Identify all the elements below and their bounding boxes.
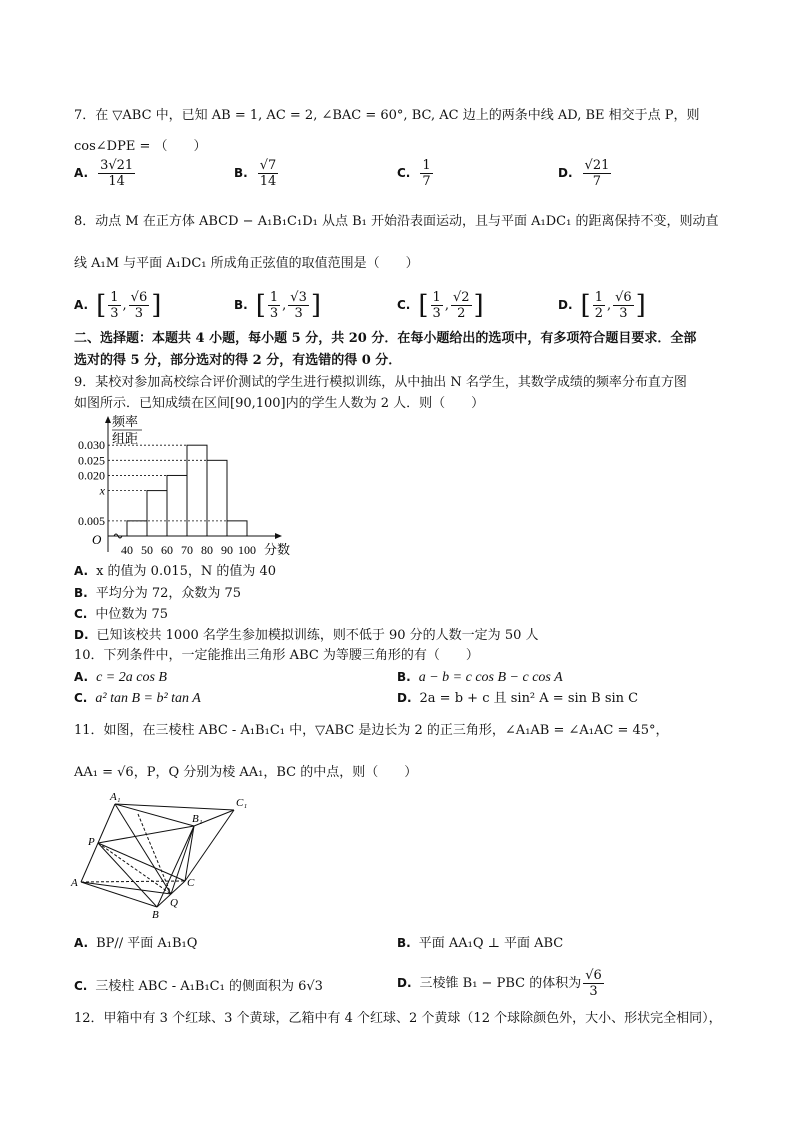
q7-option-b	[234, 158, 280, 189]
numerator: √6	[615, 290, 632, 305]
option-label: C.	[74, 979, 88, 993]
option-text: a² tan B = b² tan A	[95, 691, 201, 706]
q8-option-a: A. [ $\frac{1}{3}$ , $\frac{√6}{3}$ ]	[74, 290, 162, 321]
q9-stem-line2: 如图所示．已知成绩在区间[90,100]内的学生人数为 2 人．则（ ）	[74, 396, 485, 411]
option-label: C.	[74, 607, 88, 621]
denominator: 3	[589, 984, 598, 999]
option-label: B.	[397, 670, 411, 684]
denominator: 3	[269, 306, 279, 321]
right-bracket: ]	[635, 290, 646, 321]
histogram-bar	[127, 521, 147, 536]
denominator: 7	[592, 174, 602, 189]
option-label: C.	[397, 298, 411, 312]
right-bracket: ]	[151, 290, 162, 321]
histogram-bar	[187, 445, 207, 536]
q10-stem: 10．下列条件中，一定能推出三角形 ABC 为等腰三角形的有（ ）	[74, 648, 479, 663]
fraction	[98, 158, 135, 189]
x-tick-label: 70	[181, 543, 193, 557]
q8-stem-line1: 8．动点 M 在正方体 ABCD − A₁B₁C₁D₁ 从点 B₁ 开始沿表面运动，且与平面 A₁DC₁ 的距离保持不变，则动直	[74, 214, 719, 229]
q10-option-a	[74, 668, 167, 687]
fraction	[258, 158, 279, 189]
x-tick-label: 100	[238, 543, 256, 557]
prism-figure	[68, 790, 258, 920]
option-label: B.	[234, 166, 248, 180]
fraction	[583, 158, 612, 189]
q8-option-b: B. [ $\frac{1}{3}$ , $\frac{√3}{3}$ ]	[234, 290, 322, 321]
denominator: 7	[422, 174, 431, 189]
numerator: 1	[432, 290, 441, 305]
label-q: Q	[170, 897, 178, 909]
option-text: a − b = c cos B − c cos A	[418, 670, 563, 685]
fraction	[268, 290, 280, 321]
fraction	[108, 290, 120, 321]
option-text: 三棱柱 ABC - A₁B₁C₁ 的侧面积为 6√3	[95, 979, 323, 994]
x-tick-label: 90	[221, 543, 233, 557]
option-text: c = 2a cos B	[96, 670, 167, 685]
option-label: B.	[397, 936, 411, 950]
option-text: 平面 AA₁Q ⊥ 平面 ABC	[418, 936, 564, 951]
numerator: √6	[585, 968, 602, 983]
denominator: 3	[294, 306, 303, 321]
y-tick-label: x	[99, 483, 105, 498]
denominator: 14	[108, 174, 125, 189]
y-tick-labels	[78, 438, 106, 528]
x-tick-label: 40	[121, 543, 133, 557]
x-tick-label: 80	[201, 543, 213, 557]
option-label: A.	[74, 166, 89, 180]
option-label: B.	[234, 298, 248, 312]
y-tick-label: 0.030	[78, 438, 105, 453]
label-c1: C₁	[236, 797, 248, 809]
frequency-histogram	[70, 410, 300, 560]
x-tick-label: 60	[161, 543, 173, 557]
fraction	[613, 290, 634, 321]
q9-stem-line1: 9．某校对参加高校综合评价测试的学生进行模拟训练，从中抽出 N 名学生，其数学成绩的频率分布直方图	[74, 375, 687, 390]
fraction	[420, 158, 432, 189]
q7-option-a	[74, 158, 137, 189]
q11-option-c	[74, 977, 323, 996]
section-2-heading-line1: 二、选择题：本题共 4 小题，每小题 5 分，共 20 分．在每小题给出的选项中，有多项符合题目要求．全部	[74, 331, 697, 346]
q7-stem-line2: cos∠DPE = （ ）	[74, 139, 207, 154]
histogram-bar	[227, 521, 247, 536]
label-b: B	[152, 909, 159, 920]
option-label: D.	[558, 298, 573, 312]
denominator: 2	[457, 306, 466, 321]
option-label: C.	[397, 166, 411, 180]
q8-option-d: D. [ $\frac{1}{2}$ , $\frac{√6}{3}$ ]	[558, 290, 646, 321]
numerator: √2	[452, 290, 470, 305]
q8-stem-line2: 线 A₁M 与平面 A₁DC₁ 所成角正弦值的取值范围是（ ）	[74, 256, 419, 271]
origin-label: O	[92, 532, 102, 547]
fraction	[583, 968, 604, 999]
histogram-bar	[207, 460, 227, 536]
q9-option-d	[74, 626, 539, 645]
option-label: B.	[74, 586, 88, 600]
left-bracket: [	[418, 290, 429, 321]
denominator: 2	[594, 306, 603, 321]
numerator: 3√21	[100, 158, 134, 173]
q9-option-c	[74, 605, 168, 624]
x-tick-labels	[121, 543, 256, 557]
option-text: 2a = b + c 且 sin² A = sin B sin C	[419, 691, 639, 706]
denominator: 3	[110, 306, 119, 321]
section-2-heading-line2: 选对的得 5 分，部分选对的得 2 分，有选错的得 0 分．	[74, 353, 402, 368]
x-tick-label: 50	[141, 543, 153, 557]
q11-option-a	[74, 934, 197, 953]
option-label: D.	[558, 166, 573, 180]
y-label-frequency: 频率	[112, 414, 139, 429]
x-axis-arrow	[275, 533, 282, 539]
denominator: 3	[134, 306, 144, 321]
left-bracket: [	[255, 290, 266, 321]
y-tick-label: 0.020	[78, 468, 105, 483]
numerator: √21	[584, 158, 610, 173]
option-label: A.	[74, 936, 89, 950]
fraction	[451, 290, 472, 321]
q10-option-d	[397, 689, 638, 708]
numerator: 1	[422, 158, 431, 173]
left-bracket: [	[96, 290, 107, 321]
label-c: C	[187, 877, 195, 889]
option-text: BP// 平面 A₁B₁Q	[96, 936, 198, 951]
numerator: 1	[594, 290, 603, 305]
numerator: √7	[259, 158, 277, 173]
option-label: D.	[397, 976, 412, 990]
left-bracket: [	[580, 290, 591, 321]
option-label: A.	[74, 564, 89, 578]
q7-stem-line1: 7．在 ▽ABC 中，已知 AB = 1, AC = 2, ∠BAC = 60°, BC, AC 边上的两条中线 AD, BE 相交于点 P，则	[74, 108, 700, 123]
denominator: 3	[432, 306, 441, 321]
numerator: 1	[110, 290, 119, 305]
label-b1: B₁	[192, 813, 203, 825]
option-label: C.	[74, 691, 88, 705]
fraction	[593, 290, 605, 321]
numerator: 1	[269, 290, 279, 305]
option-label: A.	[74, 670, 89, 684]
q10-option-c	[74, 689, 201, 708]
option-text: 已知该校共 1000 名学生参加模拟训练，则不低于 90 分的人数一定为 50 人	[96, 628, 539, 643]
q11-stem-line1: 11．如图，在三棱柱 ABC - A₁B₁C₁ 中，▽ABC 是边长为 2 的正三角形，∠A₁AB = ∠A₁AC = 45°，	[74, 723, 669, 738]
q8-option-c: C. [ $\frac{1}{3}$ , $\frac{√2}{2}$ ]	[397, 290, 484, 321]
y-tick-label: 0.025	[78, 453, 105, 468]
q11-option-b	[397, 934, 563, 953]
numerator: √3	[290, 290, 307, 305]
q10-option-b	[397, 668, 563, 687]
fraction	[431, 290, 443, 321]
label-p: P	[88, 836, 95, 848]
q7-option-c	[397, 158, 435, 189]
fraction	[288, 290, 309, 321]
label-a1: A₁	[110, 791, 121, 803]
right-bracket: ]	[310, 290, 322, 321]
option-label: A.	[74, 298, 89, 312]
option-label: D.	[74, 628, 89, 642]
x-axis-label: 分数	[264, 542, 291, 557]
q11-option-d	[397, 968, 606, 999]
option-text: x 的值为 0.015，N 的值为 40	[96, 564, 277, 579]
histogram-bar	[167, 475, 187, 536]
right-bracket: ]	[473, 290, 484, 321]
q11-stem-line2: AA₁ = √6，P，Q 分别为棱 AA₁，BC 的中点，则（ ）	[74, 765, 418, 780]
q7-option-d	[558, 158, 613, 189]
q9-option-b	[74, 584, 241, 603]
numerator: √6	[130, 290, 148, 305]
histogram-bar	[147, 491, 167, 536]
denominator: 3	[619, 306, 628, 321]
denominator: 14	[259, 174, 277, 189]
option-text: 中位数为 75	[95, 607, 169, 622]
y-label-group-width: 组距	[112, 431, 139, 446]
option-text: 三棱锥 B₁ − PBC 的体积为	[419, 976, 582, 991]
option-label: D.	[397, 691, 412, 705]
y-tick-label: 0.005	[78, 513, 105, 528]
label-a: A	[71, 877, 78, 889]
option-text: 平均分为 72，众数为 75	[95, 586, 242, 601]
fraction	[129, 290, 150, 321]
q12-stem-line1: 12．甲箱中有 3 个红球、3 个黄球，乙箱中有 4 个红球、2 个黄球（12 个球除颜色外，大小、形状完全相同），	[74, 1011, 722, 1026]
y-axis-arrow	[105, 416, 111, 423]
q9-option-a	[74, 562, 276, 581]
